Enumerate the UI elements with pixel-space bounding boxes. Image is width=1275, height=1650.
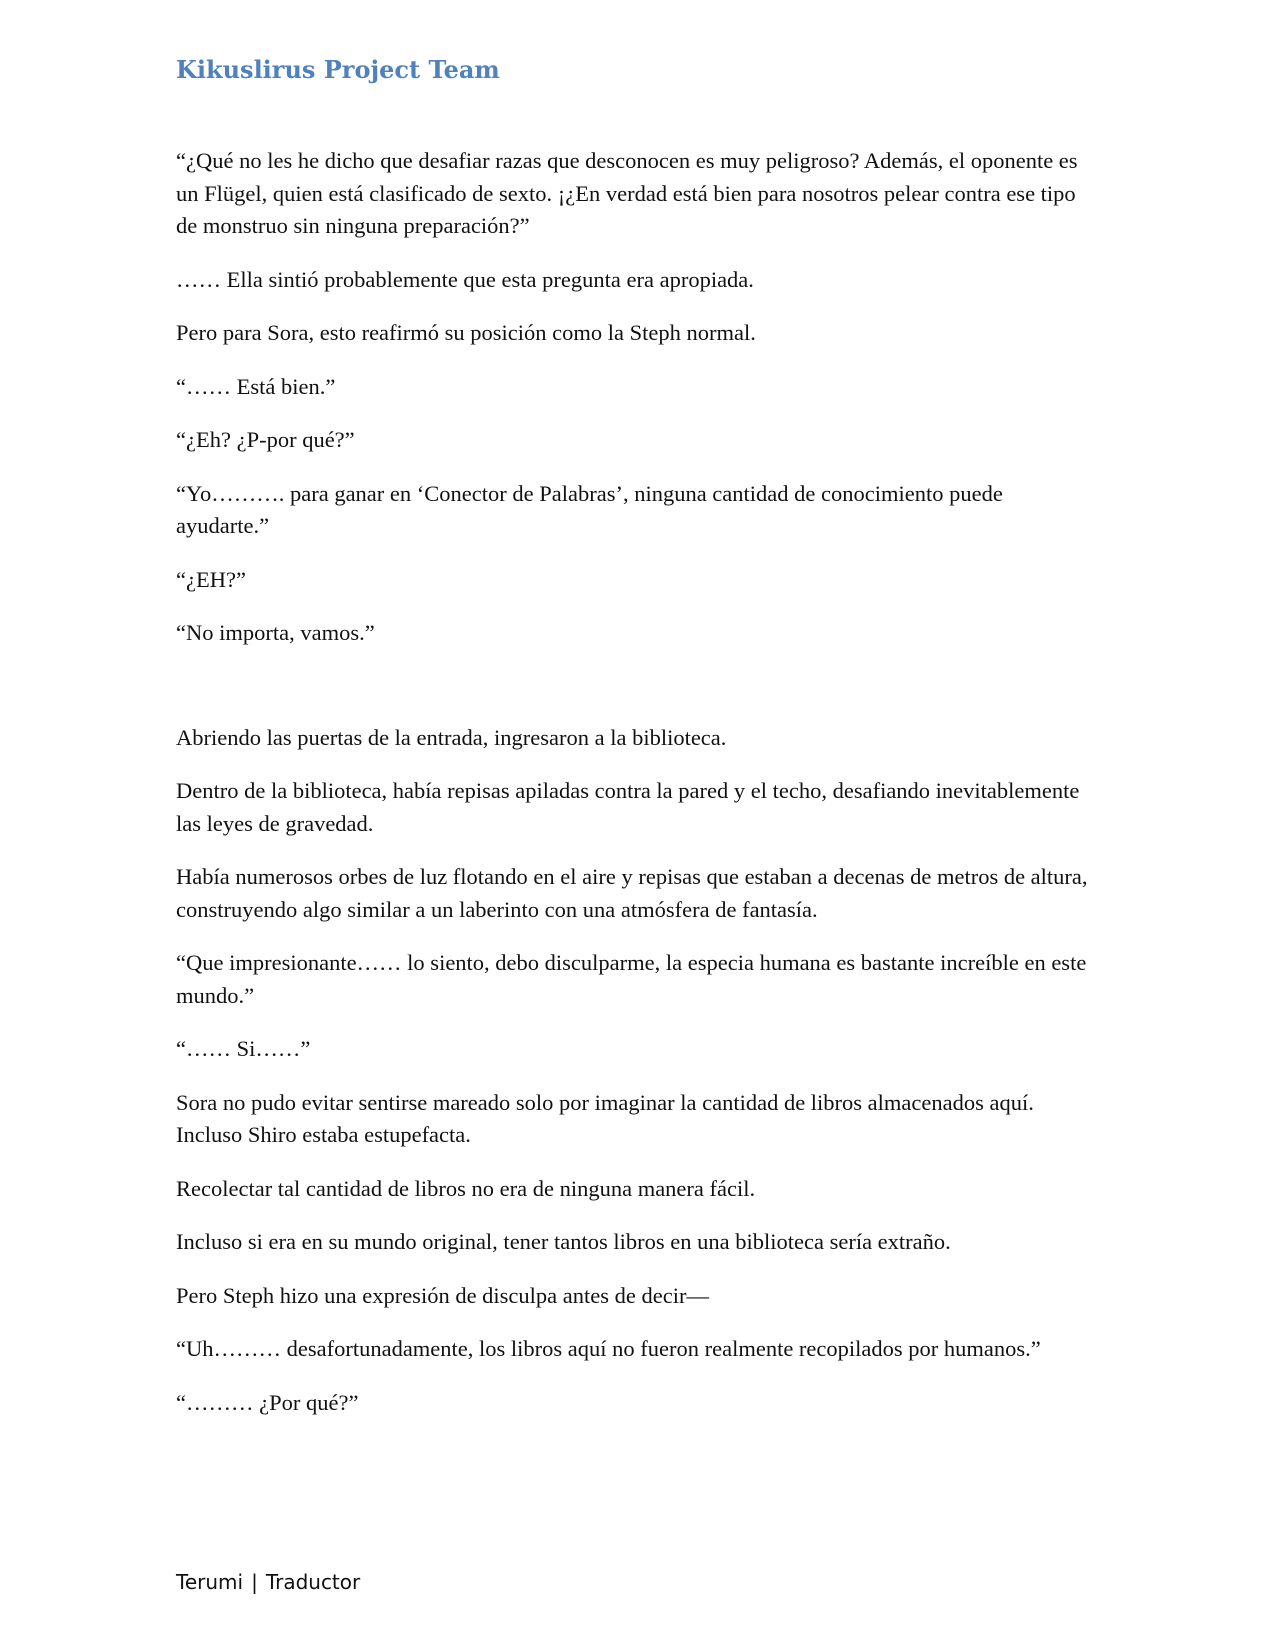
paragraph: “Que impresionante…… lo siento, debo disculparme, la especia humana es bastante increíble en este mundo.”	[176, 950, 1087, 1008]
paragraph: Sora no pudo evitar sentirse mareado solo por imaginar la cantidad de libros almacenados aquí. Incluso Shiro estaba estupefacta.	[176, 1089, 1034, 1147]
paragraph: “……… ¿Por qué?”	[176, 1389, 359, 1415]
header-title: Kikuslirus Project Team	[176, 55, 500, 84]
footer-separator: |	[251, 1570, 258, 1594]
paragraph: “…… Está bien.”	[176, 373, 336, 399]
page-footer	[176, 1570, 360, 1594]
paragraph: Abriendo las puertas de la entrada, ingresaron a la biblioteca.	[176, 724, 727, 750]
paragraph: “…… Si……”	[176, 1036, 311, 1061]
paragraph: “No importa, vamos.”	[176, 620, 375, 645]
paragraph: Pero Steph hizo una expresión de disculpa antes de decir—	[176, 1282, 709, 1308]
paragraph: Dentro de la biblioteca, había repisas apiladas contra la pared y el techo, desafiando inevitablemente las leyes de gravedad.	[176, 778, 1080, 836]
footer-role: Traductor	[265, 1570, 361, 1594]
paragraph: Había numerosos orbes de luz flotando en el aire y repisas que estaban a decenas de metros de altura, construyendo algo similar a un laberinto con una atmósfera de fantasía.	[176, 864, 1088, 922]
paragraph: Incluso si era en su mundo original, tener tantos libros en una biblioteca sería extraño.	[176, 1229, 951, 1254]
paragraph: “¿Qué no les he dicho que desafiar razas que desconocen es muy peligroso? Además, el oponente es un Flügel, quien está clasificado de sexto. ¡¿En verdad está bien para nosotros pelear contra ese tipo de monstruo sin ninguna preparación?”	[176, 148, 1078, 238]
paragraph: Pero para Sora, esto reafirmó su posición como la Steph normal.	[176, 320, 756, 345]
body-text	[176, 145, 1096, 1440]
paragraph: “Uh……… desafortunadamente, los libros aquí no fueron realmente recopilados por humanos.”	[176, 1336, 1041, 1361]
paragraph: Recolectar tal cantidad de libros no era de ninguna manera fácil.	[176, 1175, 756, 1201]
paragraph: “Yo………. para ganar en ‘Conector de Palabras’, ninguna cantidad de conocimiento puede ayudarte.”	[176, 480, 1003, 538]
footer-author: Terumi	[176, 1570, 244, 1594]
paragraph: …… Ella sintió probablemente que esta pregunta era apropiada.	[176, 266, 754, 292]
paragraph: “¿Eh? ¿P-por qué?”	[176, 427, 355, 452]
paragraph: “¿EH?”	[176, 566, 246, 592]
